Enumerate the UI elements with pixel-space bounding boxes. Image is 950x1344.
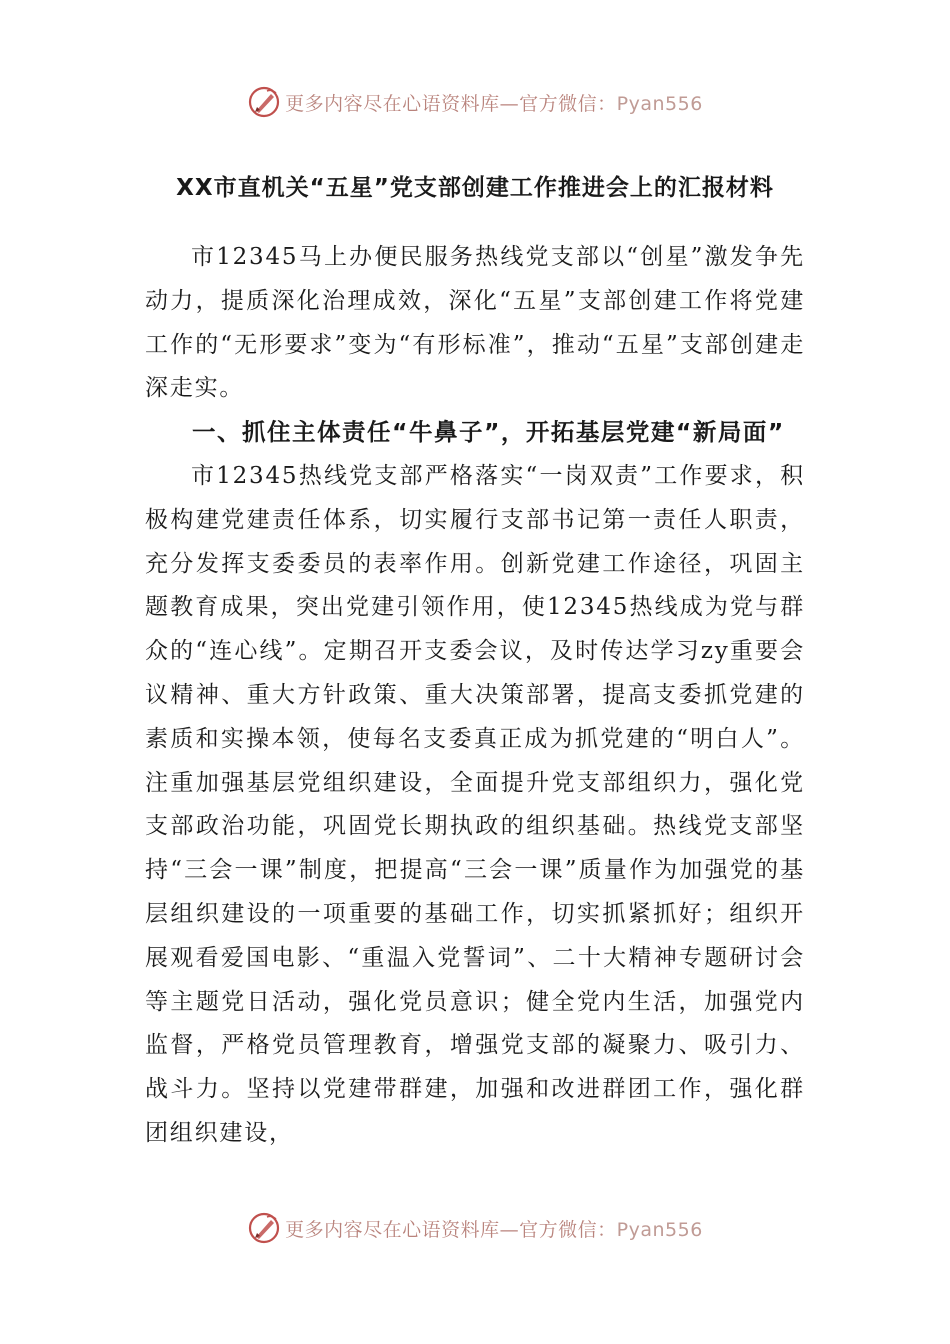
document-body [145, 236, 805, 1156]
banner-brand: Pyan556 [616, 92, 703, 115]
header-watermark-banner [0, 82, 950, 122]
section-1-paragraph: 市12345热线党支部严格落实“一岗双责”工作要求，积极构建党建责任体系，切实履行支部书记第一责任人职责，充分发挥支委委员的表率作用。创新党建工作途径，巩固主题教育成果，突出党建引领作用，使12345热线成为党与群众的“连心线”。定期召开支委会议，及时传达学习zy重要会议精神、重大方针政策、重大决策部署，提高支委抓党建的素质和实操本领，使每名支委真正成为抓党建的“明白人”。注重加强基层党组织建设，全面提升党支部组织力，强化党支部政治功能，巩固党长期执政的组织基础。热线党支部坚持“三会一课”制度，把提高“三会一课”质量作为加强党的基层组织建设的一项重要的基础工作，切实抓紧抓好；组织开展观看爱国电影、“重温入党誓词”、二十大精神专题研讨会等主题党日活动，强化党员意识；健全党内生活，加强党内监督，严格党员管理教育，增强党支部的凝聚力、吸引力、战斗力。坚持以党建带群建，加强和改进群团工作，强化群团组织建设， [145, 462, 805, 1146]
document-title: XX市直机关“五星”党支部创建工作推进会上的汇报材料 [176, 175, 774, 201]
pen-circle-logo-icon [247, 1211, 281, 1245]
banner-brand: Pyan556 [616, 1218, 703, 1241]
section-heading-1: 一、抓住主体责任“牛鼻子”，开拓基层党建“新局面” [192, 418, 785, 447]
pen-circle-logo-icon [247, 85, 281, 119]
banner-text: 更多内容尽在心语资料库—官方微信：Pyan556 [285, 92, 703, 115]
footer-watermark-banner [0, 1208, 950, 1248]
intro-paragraph: 市12345马上办便民服务热线党支部以“创星”激发争先动力，提质深化治理成效，深化“五星”支部创建工作将党建工作的“无形要求”变为“有形标准”，推动“五星”支部创建走深走实。 [145, 244, 805, 402]
banner-text: 更多内容尽在心语资料库—官方微信：Pyan556 [285, 1218, 703, 1241]
